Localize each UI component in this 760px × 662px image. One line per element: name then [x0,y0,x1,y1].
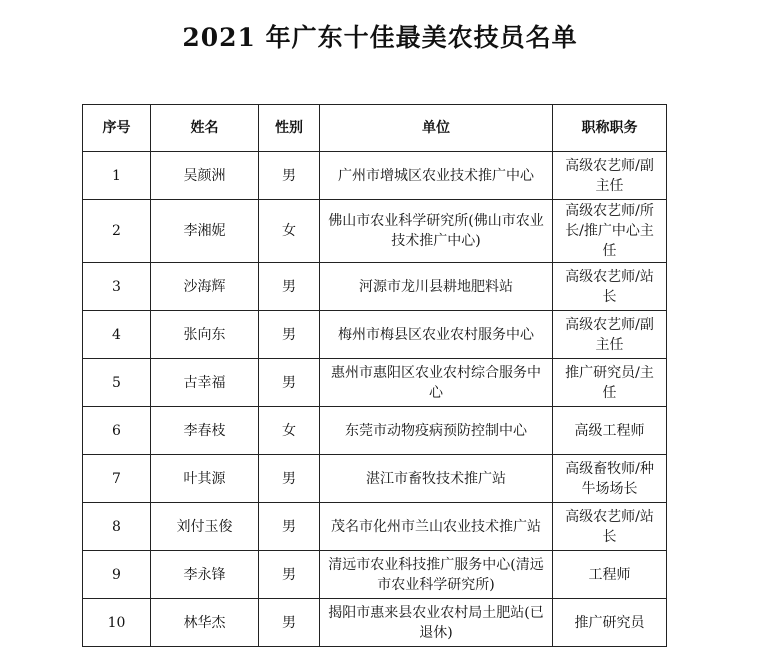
table-header-row [83,105,667,152]
header-unit: 单位 [320,105,553,152]
cell-name: 李春枝 [151,407,259,455]
table-row [83,311,667,359]
cell-no: 10 [83,599,151,647]
document-title: 2021 年广东十佳最美农技员名单 [182,23,578,52]
table-row [83,503,667,551]
cell-sex: 女 [259,200,320,263]
cell-unit: 东莞市动物疫病预防控制中心 [320,407,553,455]
cell-unit: 清远市农业科技推广服务中心(清远市农业科学研究所) [320,551,553,599]
cell-sex: 男 [259,311,320,359]
cell-name: 刘付玉俊 [151,503,259,551]
table-row [83,455,667,503]
cell-sex: 男 [259,263,320,311]
cell-title: 高级农艺师/所长/推广中心主任 [553,200,667,263]
cell-no: 9 [83,551,151,599]
cell-title: 高级农艺师/站长 [553,263,667,311]
table-row [83,359,667,407]
cell-unit: 惠州市惠阳区农业农村综合服务中心 [320,359,553,407]
cell-no: 5 [83,359,151,407]
cell-unit: 揭阳市惠来县农业农村局土肥站(已退休) [320,599,553,647]
cell-title: 高级农艺师/副主任 [553,311,667,359]
cell-name: 叶其源 [151,455,259,503]
header-sex: 性别 [259,105,320,152]
cell-sex: 男 [259,455,320,503]
table-row [83,407,667,455]
cell-no: 4 [83,311,151,359]
header-title: 职称职务 [553,105,667,152]
cell-no: 1 [83,152,151,200]
awardee-table [82,104,667,647]
table-row [83,551,667,599]
cell-name: 李湘妮 [151,200,259,263]
cell-unit: 梅州市梅县区农业农村服务中心 [320,311,553,359]
cell-sex: 男 [259,551,320,599]
cell-no: 2 [83,200,151,263]
cell-unit: 佛山市农业科学研究所(佛山市农业技术推广中心) [320,200,553,263]
cell-no: 8 [83,503,151,551]
cell-title: 高级农艺师/站长 [553,503,667,551]
header-name: 姓名 [151,105,259,152]
cell-unit: 湛江市畜牧技术推广站 [320,455,553,503]
header-no: 序号 [83,105,151,152]
cell-unit: 茂名市化州市兰山农业技术推广站 [320,503,553,551]
cell-unit: 河源市龙川县耕地肥料站 [320,263,553,311]
cell-sex: 男 [259,152,320,200]
cell-title: 高级工程师 [553,407,667,455]
cell-name: 张向东 [151,311,259,359]
cell-name: 林华杰 [151,599,259,647]
cell-no: 7 [83,455,151,503]
cell-name: 古幸福 [151,359,259,407]
cell-no: 3 [83,263,151,311]
cell-title: 高级畜牧师/种牛场场长 [553,455,667,503]
cell-name: 李永锋 [151,551,259,599]
cell-title: 推广研究员/主任 [553,359,667,407]
cell-unit: 广州市增城区农业技术推广中心 [320,152,553,200]
table-row [83,263,667,311]
cell-sex: 男 [259,359,320,407]
cell-title: 工程师 [553,551,667,599]
table-row [83,599,667,647]
cell-title: 推广研究员 [553,599,667,647]
cell-sex: 男 [259,599,320,647]
cell-title: 高级农艺师/副主任 [553,152,667,200]
cell-name: 沙海辉 [151,263,259,311]
cell-sex: 男 [259,503,320,551]
table-row [83,152,667,200]
table-row [83,200,667,263]
cell-sex: 女 [259,407,320,455]
cell-name: 吴颜洲 [151,152,259,200]
cell-no: 6 [83,407,151,455]
